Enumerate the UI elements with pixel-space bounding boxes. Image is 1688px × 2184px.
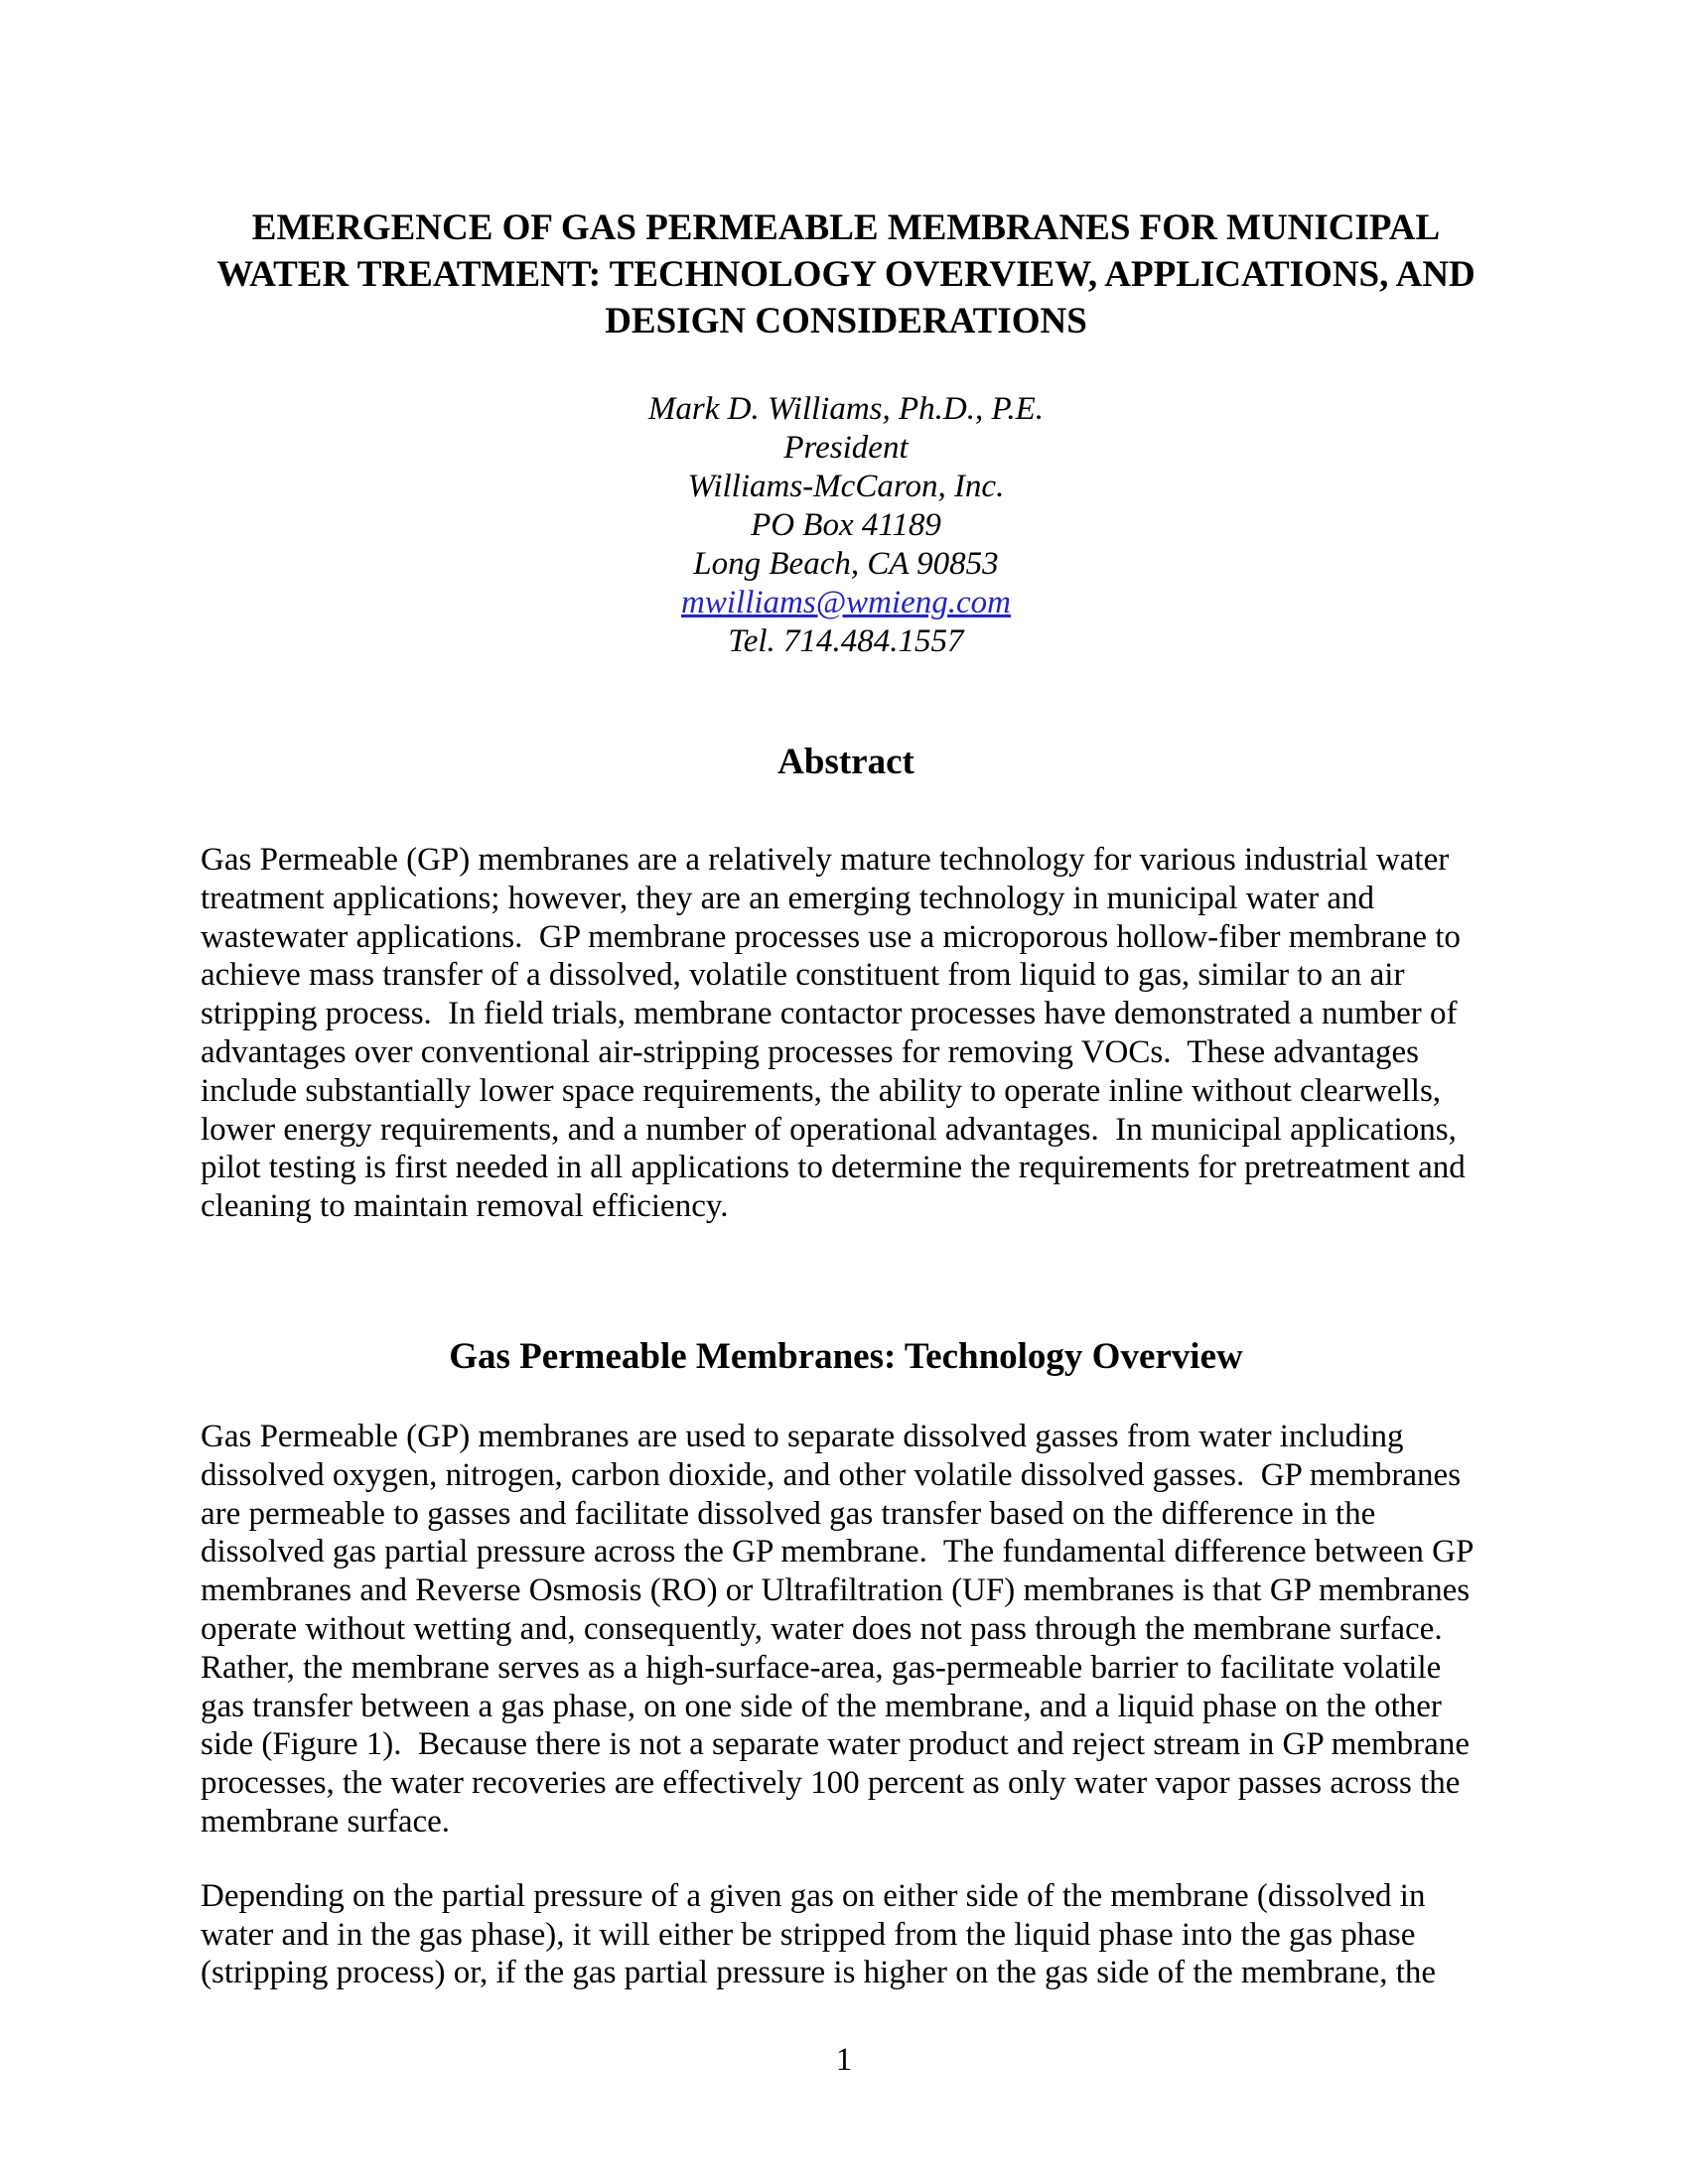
abstract-heading: Abstract xyxy=(777,742,914,782)
section-paragraph-2: Depending on the partial pressure of a given gas on either side of the membrane (dissolved in water and in the gas phase), it will either be stripped from the liquid phase into the gas phase (stripping process) or, if the gas partial pressure is higher on the gas side of the membrane, the xyxy=(201,1877,1437,1991)
page-number: 1 xyxy=(835,2042,853,2078)
section-paragraph-1: Gas Permeable (GP) membranes are used to separate dissolved gasses from water including dissolved oxygen, nitrogen, carbon dioxide, and other volatile dissolved gasses. GP membranes are permeable to gasses and facilitate dissolved gas transfer based on the difference in the dissolved gas partial pressure across the GP membrane. The fundamental difference between GP membranes and Reverse Osmosis (RO) or Ultrafiltration (UF) membranes is that GP membranes operate without wetting and, consequently, water does not pass through the membrane surface. Rather, the membrane serves as a high-surface-area, gas-permeable barrier to facilitate volatile gas transfer between a gas phase, on one side of the membrane, and a liquid phase on the other side (Figure 1). Because there is not a separate water product and reject stream in GP membrane processes, the water recoveries are effectively 100 percent as only water vapor passes across the membrane surface. xyxy=(201,1418,1481,1840)
paper-title: EMERGENCE OF GAS PERMEABLE MEMBRANES FOR MUNICIPAL WATER TREATMENT: TECHNOLOGY OVERVIEW, APPLICATIONS, AND DESIGN CONSIDERATIONS xyxy=(216,207,1485,341)
author-block xyxy=(201,390,1491,661)
author-city: Long Beach, CA 90853 xyxy=(693,546,999,582)
author-email-row xyxy=(201,584,1491,622)
abstract-paragraph: Gas Permeable (GP) membranes are a relatively mature technology for various industrial water treatment applications; however, they are an emerging technology in municipal water and wastewater applications. GP membrane processes use a microporous hollow-fiber membrane to achieve mass transfer of a dissolved, volatile constituent from liquid to gas, similar to an air stripping process. In field trials, membrane contactor processes have demonstrated a number of advantages over conventional air-stripping processes for removing VOCs. These advantages include substantially lower space requirements, the ability to operate inline without clearwells, lower energy requirements, and a number of operational advantages. In municipal applications, pilot testing is first needed in all applications to determine the requirements for pretreatment and cleaning to maintain removal efficiency. xyxy=(201,842,1475,1225)
author-name: Mark D. Williams, Ph.D., P.E. xyxy=(647,391,1045,427)
section-heading-technology-overview: Gas Permeable Membranes: Technology Overview xyxy=(449,1335,1243,1377)
author-email-link[interactable]: mwilliams@wmieng.com xyxy=(681,585,1011,620)
author-phone: Tel. 714.484.1557 xyxy=(728,623,964,659)
author-po-box: PO Box 41189 xyxy=(751,507,941,543)
author-company: Williams-McCaron, Inc. xyxy=(687,469,1005,504)
author-role: President xyxy=(783,430,909,466)
